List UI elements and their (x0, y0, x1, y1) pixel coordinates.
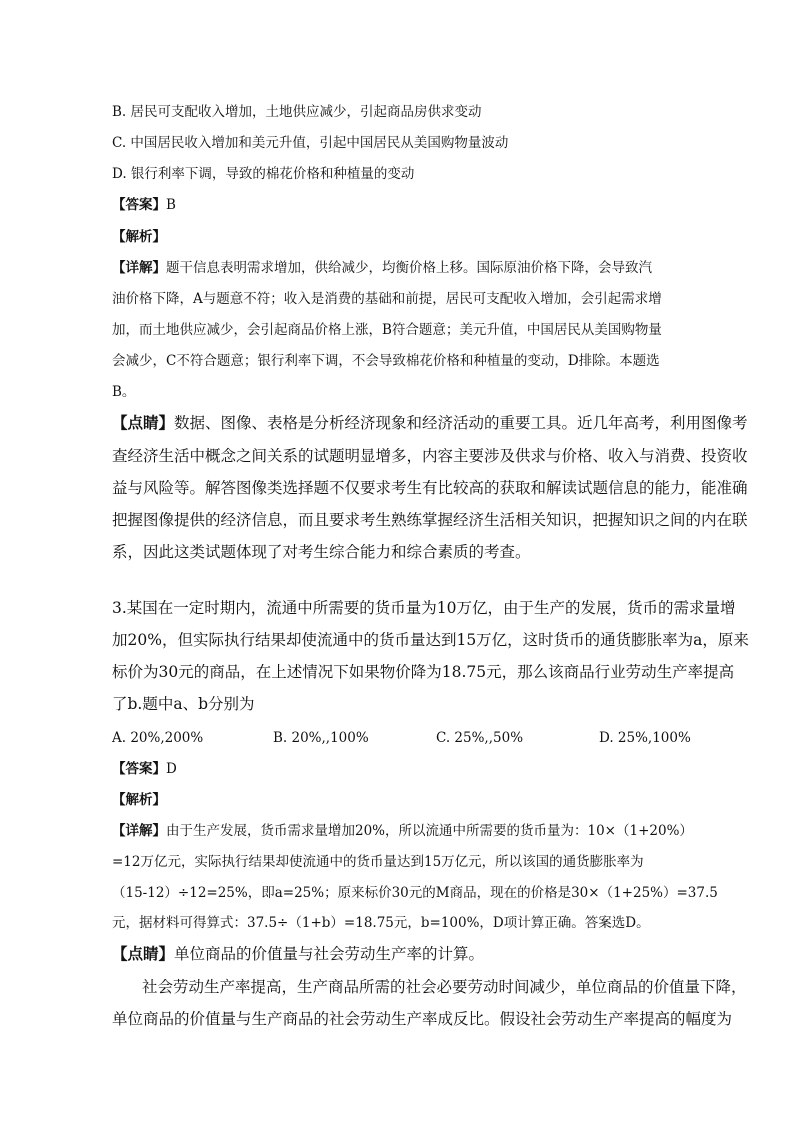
q2-detail-line-1 (112, 258, 652, 278)
q2-answer (112, 195, 176, 215)
q3-stem-line-3: 标价为30元的商品，在上述情况下如果物价降为18.75元，那么该商品行业劳动生产率提高 (112, 663, 735, 681)
q2-comment-text-1: 数据、图像、表格是分析经济现象和经济活动的重要工具。近几年高考，利用图像考 (174, 414, 748, 432)
q3-answer-value: D (166, 761, 177, 777)
q2-detail-text-1: 题干信息表明需求增加，供给减少，均衡价格上移。国际原油价格下降，会导致汽 (166, 260, 652, 276)
q3-detail-line-1 (112, 821, 693, 841)
q2-comment-line-5: 系，因此这类试题体现了对考生综合能力和综合素质的考查。 (112, 543, 531, 561)
q3-comment-line (112, 943, 484, 965)
q3-stem-line-1: 3.某国在一定时期内，流通中所需要的货币量为10万亿，由于生产的发展，货币的需求量增 (112, 599, 736, 617)
q3-body-line-1: 社会劳动生产率提高，生产商品所需的社会必要劳动时间减少，单位商品的价值量下降， (142, 978, 747, 996)
q2-option-d: D. 银行利率下调，导致的棉花价格和种植量的变动 (112, 166, 415, 182)
q3-option-b: B. 20%,,100% (273, 730, 369, 746)
q3-answer (112, 759, 177, 779)
q2-analysis-tag: 【解析】 (112, 229, 166, 245)
q2-comment-line-4: 把握图像提供的经济信息，而且要求考生熟练掌握经济生活相关知识，把握知识之间的内在联 (112, 511, 748, 529)
q3-option-a: A. 20%,200% (112, 730, 204, 746)
q3-detail-line-2: =12万亿元，实际执行结果却使流通中的货币量达到15万亿元，所以该国的通货膨胀率为 (112, 854, 644, 870)
q2-option-c: C. 中国居民收入增加和美元升值，引起中国居民从美国购物量波动 (112, 135, 509, 151)
q2-detail-line-2: 油价格下降，A与题意不符；收入是消费的基础和前提，居民可支配收入增加，会引起需求增 (112, 291, 662, 307)
q3-body-line-2: 单位商品的价值量与生产商品的社会劳动生产率成反比。假设社会劳动生产率提高的幅度为 (112, 1010, 733, 1028)
q2-detail-line-4: 会减少，C不符合题意；银行利率下调，不会导致棉花价格和种植量的变动，D排除。本题选 (112, 353, 660, 369)
q3-comment-label: 【点睛】 (112, 944, 175, 963)
q2-analysis-label (112, 227, 166, 247)
q2-comment-label: 【点睛】 (112, 413, 175, 432)
q2-detail-label: 【详解】 (112, 260, 166, 276)
q2-detail-line-5: B。 (112, 384, 136, 400)
q3-option-c: C. 25%,,50% (436, 730, 524, 746)
q3-detail-label: 【详解】 (112, 823, 166, 839)
q2-answer-label: 【答案】 (112, 197, 166, 213)
q3-comment-text: 单位商品的价值量与社会劳动生产率的计算。 (174, 945, 485, 963)
q3-stem-line-4: 了b.题中a、b分别为 (112, 695, 255, 713)
q2-comment-line-3: 益与风险等。解答图像类选择题不仅要求考生有比较高的获取和解读试题信息的能力，能准确 (112, 479, 748, 497)
q3-detail-line-4: 元，据材料可得算式：37.5÷（1+b）=18.75元，b=100%，D项计算正确。答案选D。 (112, 915, 650, 931)
q2-option-b: B. 居民可支配收入增加，土地供应减少，引起商品房供求变动 (112, 104, 482, 120)
q3-stem-line-2: 加20%，但实际执行结果却使流通中的货币量达到15万亿，这时货币的通货膨胀率为a，原来 (112, 631, 749, 649)
q3-option-d: D. 25%,100% (599, 730, 691, 746)
q2-comment-line-1 (112, 412, 748, 434)
q3-detail-line-3: （15-12）÷12=25%，即a=25%；原来标价30元的M商品，现在的价格是30×（1+25%）=37.5 (112, 885, 718, 901)
q3-analysis-label (112, 790, 166, 810)
q2-comment-line-2: 查经济生活中概念之间关系的试题明显增多，内容主要涉及供求与价格、收入与消费、投资收 (112, 447, 748, 465)
q3-detail-text-1: 由于生产发展，货币需求量增加20%，所以流通中所需要的货币量为：10×（1+20%） (166, 823, 693, 839)
q2-answer-value: B (166, 197, 176, 213)
q3-answer-label: 【答案】 (112, 761, 166, 777)
q2-detail-line-3: 加，而土地供应减少，会引起商品价格上涨，B符合题意；美元升值，中国居民从美国购物量 (112, 322, 662, 338)
q3-analysis-tag: 【解析】 (112, 792, 166, 808)
